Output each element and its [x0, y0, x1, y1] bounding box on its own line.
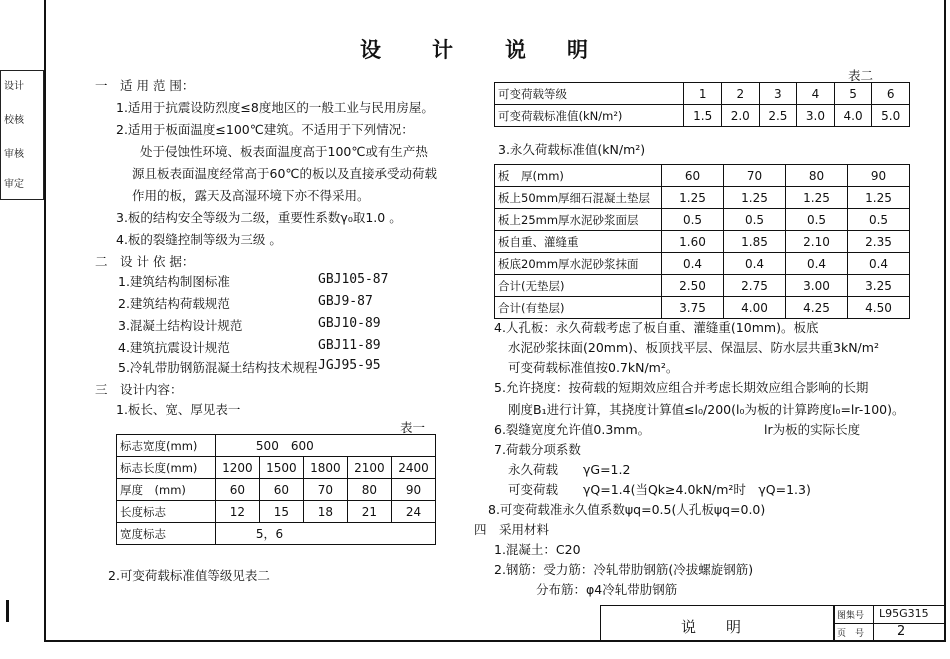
table-row [117, 479, 436, 501]
table-cell: 2.35 [848, 231, 910, 253]
table-row [495, 253, 910, 275]
table-cell: 0.4 [786, 253, 848, 275]
table-row [495, 231, 910, 253]
table-cell: 1 [684, 83, 722, 105]
table-cell: 70 [303, 479, 347, 501]
table-cell: 80 [347, 479, 391, 501]
table-cell: 3.75 [662, 297, 724, 319]
text-line: 水泥砂浆抹面(20mm)、板顶找平层、保温层、防水层共重3kN/m² [508, 340, 879, 355]
stamp-label: 校核 [4, 115, 24, 126]
table-cell: 0.5 [662, 209, 724, 231]
table-cell: 5，6 [215, 523, 435, 545]
section-heading: 四 采用材料 [474, 522, 550, 537]
row-header: 板上25mm厚水泥砂浆面层 [495, 209, 662, 231]
table-cell: 60 [662, 165, 724, 187]
stamp-label: 设计 [4, 81, 24, 92]
table-cell: 3.00 [786, 275, 848, 297]
standard-name: 4.建筑抗震设计规范 [118, 340, 230, 355]
table-row [495, 209, 910, 231]
table-row [117, 457, 436, 479]
table-cell: 90 [848, 165, 910, 187]
drawing-name: 说 明 [681, 618, 742, 636]
text-line: 处于侵蚀性环境、板表面温度高于100℃或有生产热 [140, 144, 428, 159]
table-cell: 5 [834, 83, 872, 105]
table-cell: 80 [786, 165, 848, 187]
table-row [117, 523, 436, 545]
table-cell: 1.25 [848, 187, 910, 209]
table-cell: 3.25 [848, 275, 910, 297]
stamp-label: 审定 [4, 179, 24, 190]
page-title-char: 说 [505, 38, 528, 62]
atlas-number: L95G315 [879, 607, 929, 620]
table-cell: 21 [347, 501, 391, 523]
frame-left-border [44, 0, 46, 640]
text-line: 6.裂缝宽度允许值0.3mm。 [494, 422, 651, 437]
row-header: 标志宽度(mm) [117, 435, 216, 457]
table-cell: 18 [303, 501, 347, 523]
table-cell: 3 [759, 83, 797, 105]
standard-name: 5.冷轧带肋钢筋混凝土结构技术规程 [118, 360, 318, 375]
standard-code: GBJ10-89 [318, 316, 381, 331]
text-line: 1.板长、宽、厚见表一 [116, 402, 241, 417]
table-cell: 0.5 [848, 209, 910, 231]
table-cell: 3.0 [797, 105, 835, 127]
row-header: 板自重、灌缝重 [495, 231, 662, 253]
divider [833, 623, 945, 624]
table-cell: 2.75 [724, 275, 786, 297]
table-caption: 表二 [848, 68, 874, 83]
table-row [495, 275, 910, 297]
text-line: 2.钢筋：受力筋：冷轧带肋钢筋(冷拔螺旋钢筋) [494, 562, 754, 577]
table-cell: 90 [391, 479, 435, 501]
table-cell: 2.5 [759, 105, 797, 127]
standard-name: 1.建筑结构制图标准 [118, 274, 230, 289]
table-cell: 4.25 [786, 297, 848, 319]
text-line: 刚度B₁进行计算，其挠度计算值≤l₀/200(l₀为板的计算跨度l₀=lr-100)。 [508, 402, 905, 417]
table-cell: 4.0 [834, 105, 872, 127]
row-header: 可变荷载标准值(kN/m²) [495, 105, 684, 127]
table-cell: 2 [721, 83, 759, 105]
table-row [117, 501, 436, 523]
table-cell: 1.25 [724, 187, 786, 209]
row-header: 合计(有垫层) [495, 297, 662, 319]
table-cell: 1.25 [662, 187, 724, 209]
table-row [117, 435, 436, 457]
table-row [495, 297, 910, 319]
table-row [495, 83, 910, 105]
table-cell: 2.50 [662, 275, 724, 297]
table-three [494, 164, 910, 319]
standard-name: 2.建筑结构荷载规范 [118, 296, 230, 311]
table-row [495, 187, 910, 209]
row-header: 板上50mm厚细石混凝土垫层 [495, 187, 662, 209]
title-block [600, 605, 945, 641]
table-cell: 4.50 [848, 297, 910, 319]
table-cell: 1.25 [786, 187, 848, 209]
table-cell: 0.4 [724, 253, 786, 275]
table-cell: 24 [391, 501, 435, 523]
text-line: 5.允许挠度：按荷载的短期效应组合并考虑长期效应组合影响的长期 [494, 380, 869, 395]
text-line: 7.荷载分项系数 [494, 442, 581, 457]
table-cell: 2400 [391, 457, 435, 479]
table-cell: 1.85 [724, 231, 786, 253]
table-cell: 0.5 [786, 209, 848, 231]
table-cell: 2.10 [786, 231, 848, 253]
text-line: 分布筋：φ4冷轧带肋钢筋 [536, 582, 678, 597]
standard-name: 3.混凝土结构设计规范 [118, 318, 243, 333]
text-line: 1.混凝土：C20 [494, 542, 581, 557]
table-cell: 4 [797, 83, 835, 105]
table-cell: 1500 [259, 457, 303, 479]
table-cell: 60 [259, 479, 303, 501]
standard-code: GBJ105-87 [318, 272, 389, 287]
table-cell: 0.5 [724, 209, 786, 231]
table-cell: 60 [215, 479, 259, 501]
text-line: 永久荷载 γG=1.2 [508, 462, 631, 477]
table-cell: 1200 [215, 457, 259, 479]
frame-right-border [944, 0, 946, 640]
binding-mark [6, 600, 9, 622]
page-title-char: 明 [567, 38, 590, 62]
text-line: 4.人孔板：永久荷载考虑了板自重、灌缝重(10mm)。板底 [494, 320, 819, 335]
row-header: 板 厚(mm) [495, 165, 662, 187]
text-line: 作用的板，露天及高湿环境下亦不得采用。 [132, 188, 370, 203]
table-row [495, 165, 910, 187]
table-cell: 1800 [303, 457, 347, 479]
row-header: 宽度标志 [117, 523, 216, 545]
table-cell: 1.5 [684, 105, 722, 127]
table-cell: 70 [724, 165, 786, 187]
text-line: 2.适用于板面温度≤100℃建筑。不适用于下列情况： [116, 122, 414, 137]
row-header: 可变荷载等级 [495, 83, 684, 105]
section-heading: 二 设 计 依 据： [95, 254, 195, 269]
text-line: 1.适用于抗震设防烈度≤8度地区的一般工业与民用房屋。 [116, 100, 434, 115]
standard-code: JGJ95-95 [318, 358, 381, 373]
text-line: lr为板的实际长度 [764, 422, 861, 437]
table-cell: 1.60 [662, 231, 724, 253]
text-line: 2.可变荷载标准值等级见表二 [108, 568, 270, 583]
table-row [495, 105, 910, 127]
table-cell: 5.0 [872, 105, 910, 127]
text-line: 可变荷载 γQ=1.4(当Qk≥4.0kN/m²时 γQ=1.3) [508, 482, 811, 497]
table-cell: 12 [215, 501, 259, 523]
page-label: 页 号 [837, 629, 865, 639]
page-title-char: 设 [360, 38, 383, 62]
table-cell: 0.4 [848, 253, 910, 275]
section-heading: 一 适 用 范 围： [95, 78, 195, 93]
table-cell: 15 [259, 501, 303, 523]
signature-stamp [0, 70, 44, 200]
table-cell: 0.4 [662, 253, 724, 275]
table-cell: 2.0 [721, 105, 759, 127]
row-header: 长度标志 [117, 501, 216, 523]
row-header: 厚度 (mm) [117, 479, 216, 501]
table-cell: 500 600 [215, 435, 435, 457]
text-line: 源且板表面温度经常高于60℃的板以及直接承受动荷载 [132, 166, 437, 181]
page-number: 2 [897, 624, 906, 639]
text-line: 4.板的裂缝控制等级为三级 。 [116, 232, 282, 247]
table-two [494, 82, 910, 127]
text-line: 3.永久荷载标准值(kN/m²) [498, 142, 646, 157]
section-heading: 三 设计内容： [95, 382, 183, 397]
atlas-label: 图集号 [837, 611, 865, 621]
standard-code: GBJ11-89 [318, 338, 381, 353]
table-one [116, 434, 436, 545]
page-title-char: 计 [432, 38, 455, 62]
text-line: 可变荷载标准值按0.7kN/m²。 [508, 360, 679, 375]
table-cell: 2100 [347, 457, 391, 479]
table-caption: 表一 [400, 420, 426, 435]
stamp-label: 审核 [4, 149, 24, 160]
table-cell: 4.00 [724, 297, 786, 319]
row-header: 标志长度(mm) [117, 457, 216, 479]
standard-code: GBJ9-87 [318, 294, 373, 309]
table-cell: 6 [872, 83, 910, 105]
row-header: 合计(无垫层) [495, 275, 662, 297]
text-line: 3.板的结构安全等级为二级，重要性系数γ₀取1.0 。 [116, 210, 402, 225]
row-header: 板底20mm厚水泥砂浆抹面 [495, 253, 662, 275]
text-line: 8.可变荷载准永久值系数ψq=0.5(人孔板ψq=0.0) [488, 502, 766, 517]
